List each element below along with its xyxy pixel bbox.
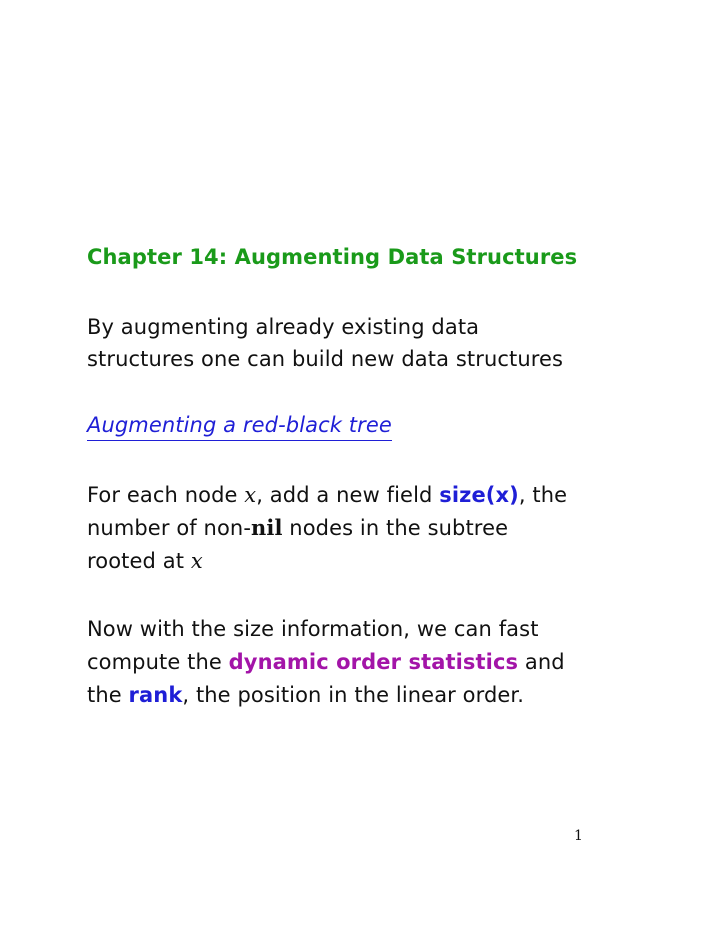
term-rank: rank: [128, 683, 183, 707]
para2-text: , the position in the linear order.: [182, 683, 525, 707]
para1-text: For each node: [87, 483, 245, 507]
para1-text: , the: [518, 483, 568, 507]
chapter-title: Chapter 14: Augmenting Data Structures: [87, 245, 578, 269]
variable-x: x: [190, 549, 203, 573]
para1-line-3: [87, 546, 203, 576]
para1-text: rooted at: [87, 549, 191, 573]
intro-line-1: By augmenting already existing data: [87, 315, 480, 339]
intro-line-2: structures one can build new data structures: [87, 347, 564, 371]
para2-text: and: [518, 650, 565, 674]
para2-text: compute the: [87, 650, 229, 674]
para1-text: nodes in the subtree: [282, 516, 509, 540]
section-subheading: Augmenting a red-black tree: [87, 411, 392, 441]
page-number: 1: [574, 828, 583, 844]
para1-text: number of non-: [87, 516, 251, 540]
para2-text: the: [87, 683, 129, 707]
para1-text: , add a new field: [256, 483, 440, 507]
para1-line-1: [87, 480, 567, 510]
term-dynamic-order-statistics: dynamic order statistics: [228, 650, 519, 674]
nil-keyword: nil: [251, 515, 283, 540]
para1-line-2: [87, 513, 508, 543]
para2-line-1: Now with the size information, we can fast: [87, 617, 539, 641]
para2-line-2: [87, 647, 565, 677]
para2-line-3: [87, 680, 524, 710]
variable-x: x: [244, 483, 257, 507]
field-size-x: size(x): [439, 483, 519, 507]
